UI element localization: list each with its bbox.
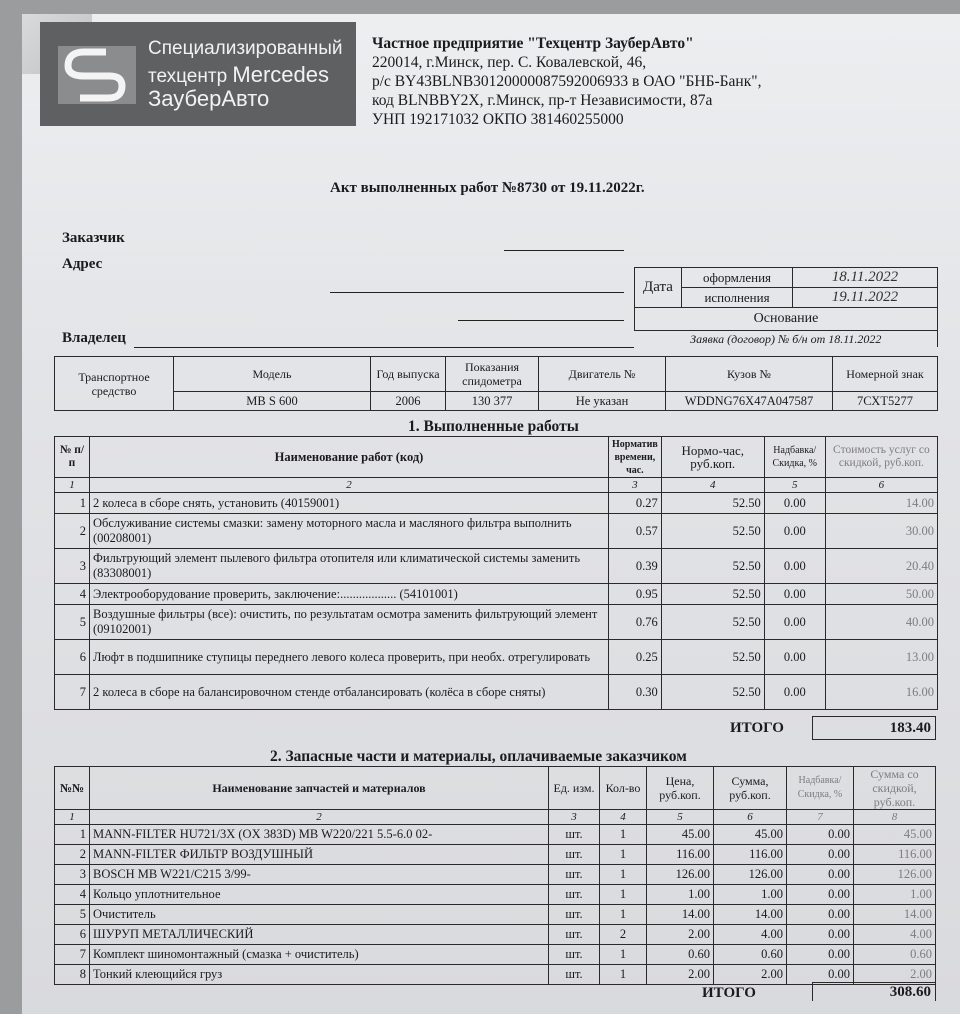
owner-label: Владелец (62, 330, 126, 346)
date-label: Дата (635, 268, 682, 308)
works-row-name: Обслуживание системы смазки: замену моторного масла и масляного фильтра выполнить (00208001) (90, 514, 609, 549)
issued-value: 18.11.2022 (793, 268, 938, 288)
works-row-name: Электрооборудование проверить, заключение:.................. (54101001) (90, 584, 609, 605)
parts-row-name: BOSCH MB W221/C215 3/99- (90, 865, 549, 885)
works-row-time: 0.95 (609, 584, 662, 605)
parts-row-sum: 116.00 (714, 845, 787, 865)
parts-index-cell: 5 (647, 810, 714, 825)
parts-row-qty: 1 (600, 965, 647, 985)
parts-header-row (55, 767, 936, 810)
works-row-cost: 50.00 (825, 584, 937, 605)
basis-label: Основание (635, 308, 938, 331)
parts-row-unit: шт. (549, 885, 600, 905)
order-ref: Заявка (договор) № б/н от 18.11.2022 (635, 331, 938, 348)
works-row-cost: 20.40 (825, 549, 937, 584)
parts-row-number: 1 (55, 825, 90, 845)
parts-row-price: 1.00 (647, 885, 714, 905)
vehicle-value-row (55, 392, 938, 411)
parts-row (55, 905, 936, 925)
works-row-number: 6 (55, 640, 90, 675)
works-row-discount: 0.00 (764, 549, 825, 584)
works-header-cell: Норматив времени, час. (609, 437, 662, 478)
vehicle-vin: WDDNG76X47A047587 (666, 392, 833, 411)
parts-row (55, 885, 936, 905)
parts-row-name: Очиститель (90, 905, 549, 925)
customer-label: Заказчик (62, 230, 125, 246)
parts-row-discount: 0.00 (787, 885, 854, 905)
parts-row (55, 945, 936, 965)
works-header-cell: Наименование работ (код) (90, 437, 609, 478)
works-row-time: 0.30 (609, 675, 662, 710)
parts-row-number: 5 (55, 905, 90, 925)
works-row-number: 1 (55, 493, 90, 514)
parts-row-name: Тонкий клеющийся груз (90, 965, 549, 985)
parts-row-name: Комплект шиномонтажный (смазка + очиститель) (90, 945, 549, 965)
document-title: Акт выполненных работ №8730 от 19.11.2022г. (330, 180, 645, 196)
works-row-cost: 14.00 (825, 493, 937, 514)
works-row-rate: 52.50 (661, 493, 764, 514)
parts-row-total: 116.00 (854, 845, 936, 865)
works-row-cost: 16.00 (825, 675, 937, 710)
parts-row-sum: 1.00 (714, 885, 787, 905)
parts-row-total: 4.00 (854, 925, 936, 945)
parts-row-number: 6 (55, 925, 90, 945)
company-bank-code: код BLNBBY2X, г.Минск, пр-т Независимости, 87а (372, 92, 713, 109)
company-details (372, 34, 761, 129)
parts-row-name: MANN-FILTER ФИЛЬТР ВОЗДУШНЫЙ (90, 845, 549, 865)
done-label: исполнения (682, 288, 793, 308)
parts-row-unit: шт. (549, 965, 600, 985)
works-row-name: 2 колеса в сборе снять, установить (40159001) (90, 493, 609, 514)
parts-row-price: 2.00 (647, 965, 714, 985)
works-row-cost: 13.00 (825, 640, 937, 675)
works-index-cell: 1 (55, 478, 90, 493)
parts-row-name: Кольцо уплотнительное (90, 885, 549, 905)
works-row (55, 605, 938, 640)
works-row-discount: 0.00 (764, 514, 825, 549)
works-row-discount: 0.00 (764, 640, 825, 675)
works-row-cost: 30.00 (825, 514, 937, 549)
parts-row-price: 45.00 (647, 825, 714, 845)
parts-header-cell: Кол-во (600, 767, 647, 810)
parts-row-number: 3 (55, 865, 90, 885)
parts-header-cell: Надбавка/ Скидка, % (787, 767, 854, 810)
parts-index-cell: 1 (55, 810, 90, 825)
company-name: Частное предприятие "Техцентр ЗауберАвто" (372, 35, 694, 52)
vehicle-header-cell: Кузов № (666, 357, 833, 392)
works-row-discount: 0.00 (764, 605, 825, 640)
owner-line (134, 347, 634, 348)
parts-row-total: 126.00 (854, 865, 936, 885)
vehicle-header-row (55, 357, 938, 392)
parts-index-cell: 7 (787, 810, 854, 825)
parts-row-total: 1.00 (854, 885, 936, 905)
vehicle-plate: 7СХТ5277 (833, 392, 938, 411)
vehicle-model: MB S 600 (174, 392, 371, 411)
parts-index-cell: 2 (90, 810, 549, 825)
works-row (55, 493, 938, 514)
parts-index-cell: 6 (714, 810, 787, 825)
parts-row-sum: 0.60 (714, 945, 787, 965)
works-row (55, 584, 938, 605)
works-row-discount: 0.00 (764, 493, 825, 514)
address-label: Адрес (62, 256, 103, 272)
works-row-rate: 52.50 (661, 514, 764, 549)
works-row-time: 0.27 (609, 493, 662, 514)
parts-row-total: 2.00 (854, 965, 936, 985)
vehicle-header-cell: Показания спидометра (446, 357, 539, 392)
vehicle-header-cell: Номерной знак (833, 357, 938, 392)
done-value: 19.11.2022 (793, 288, 938, 308)
parts-header-cell: Сумма со скидкой, руб.коп. (854, 767, 936, 810)
parts-row-number: 7 (55, 945, 90, 965)
works-header-cell: Стоимость услуг со скидкой, руб.коп. (825, 437, 937, 478)
parts-row-unit: шт. (549, 905, 600, 925)
parts-row-sum: 2.00 (714, 965, 787, 985)
works-row-discount: 0.00 (764, 584, 825, 605)
parts-row (55, 925, 936, 945)
vehicle-year: 2006 (371, 392, 446, 411)
parts-header-cell: Цена, руб.коп. (647, 767, 714, 810)
logo-line-1: Специализированный (148, 38, 343, 59)
parts-row-price: 116.00 (647, 845, 714, 865)
parts-row (55, 965, 936, 985)
works-total-value: 183.40 (812, 716, 936, 740)
parts-row (55, 825, 936, 845)
works-row-time: 0.25 (609, 640, 662, 675)
parts-header-cell: №№ (55, 767, 90, 810)
vehicle-header-cell: Транспортное средство (55, 357, 174, 411)
company-unp: УНП 192171032 ОКПО 381460255000 (372, 111, 624, 128)
works-row-time: 0.39 (609, 549, 662, 584)
works-row-name: 2 колеса в сборе на балансировочном стенде отбалансировать (колёса в сборе сняты) (90, 675, 609, 710)
works-header-cell: Надбавка/ Скидка, % (764, 437, 825, 478)
parts-row-price: 0.60 (647, 945, 714, 965)
works-index-cell: 6 (825, 478, 937, 493)
parts-row-qty: 1 (600, 845, 647, 865)
parts-section-title: 2. Запасные части и материалы, оплачиваемые заказчиком (270, 748, 687, 765)
parts-row-sum: 126.00 (714, 865, 787, 885)
parts-row-price: 14.00 (647, 905, 714, 925)
vehicle-engine: Не указан (539, 392, 666, 411)
parts-row-discount: 0.00 (787, 965, 854, 985)
works-row-number: 7 (55, 675, 90, 710)
issued-label: оформления (682, 268, 793, 288)
parts-row-sum: 4.00 (714, 925, 787, 945)
works-row (55, 640, 938, 675)
parts-row-discount: 0.00 (787, 845, 854, 865)
parts-row-discount: 0.00 (787, 865, 854, 885)
parts-row-discount: 0.00 (787, 945, 854, 965)
parts-table (54, 766, 936, 985)
logo-line-3: ЗауберАвто (148, 86, 270, 111)
works-row (55, 549, 938, 584)
parts-row-unit: шт. (549, 865, 600, 885)
parts-row-unit: шт. (549, 825, 600, 845)
works-row-name: Люфт в подшипнике ступицы переднего левого колеса проверить, при необх. отрегулировать (90, 640, 609, 675)
parts-row (55, 845, 936, 865)
works-row-number: 4 (55, 584, 90, 605)
works-index-cell: 2 (90, 478, 609, 493)
works-index-cell: 4 (661, 478, 764, 493)
logo-line-2-prefix: техцентр (148, 66, 228, 87)
vehicle-odometer: 130 377 (446, 392, 539, 411)
parts-row-total: 14.00 (854, 905, 936, 925)
parts-index-cell: 3 (549, 810, 600, 825)
parts-row-discount: 0.00 (787, 905, 854, 925)
works-row-rate: 52.50 (661, 605, 764, 640)
company-logo (40, 22, 356, 126)
customer-line (504, 250, 624, 251)
parts-row-discount: 0.00 (787, 825, 854, 845)
parts-row-total: 0.60 (854, 945, 936, 965)
parts-row-unit: шт. (549, 945, 600, 965)
parts-row-unit: шт. (549, 925, 600, 945)
works-row-rate: 52.50 (661, 675, 764, 710)
vehicle-header-cell: Модель (174, 357, 371, 392)
parts-row-sum: 14.00 (714, 905, 787, 925)
works-row-rate: 52.50 (661, 549, 764, 584)
parts-index-cell: 8 (854, 810, 936, 825)
parts-row-number: 4 (55, 885, 90, 905)
parts-row-number: 8 (55, 965, 90, 985)
parts-header-cell: Сумма, руб.коп. (714, 767, 787, 810)
works-table (54, 436, 938, 710)
works-row-discount: 0.00 (764, 675, 825, 710)
parts-header-cell: Наименование запчастей и материалов (90, 767, 549, 810)
works-row-rate: 52.50 (661, 640, 764, 675)
works-row-number: 5 (55, 605, 90, 640)
logo-line-2 (148, 62, 329, 88)
parts-index-row (55, 810, 936, 825)
logo-mark-icon (58, 46, 136, 104)
parts-index-cell: 4 (600, 810, 647, 825)
works-header-row (55, 437, 938, 478)
works-section-title: 1. Выполненные работы (408, 418, 579, 435)
vehicle-header-cell: Год выпуска (371, 357, 446, 392)
parts-row-qty: 2 (600, 925, 647, 945)
works-row-time: 0.76 (609, 605, 662, 640)
works-row-rate: 52.50 (661, 584, 764, 605)
works-index-cell: 5 (764, 478, 825, 493)
vehicle-table (54, 356, 938, 411)
parts-row-qty: 1 (600, 945, 647, 965)
works-row-number: 2 (55, 514, 90, 549)
works-row-cost: 40.00 (825, 605, 937, 640)
works-header-cell: Нормо-час, руб.коп. (661, 437, 764, 478)
parts-row-qty: 1 (600, 825, 647, 845)
logo-brand: Mercedes (232, 62, 330, 87)
vehicle-header-cell: Двигатель № (539, 357, 666, 392)
parts-row-price: 126.00 (647, 865, 714, 885)
company-account: р/с BY43BLNB30120000087592006933 в ОАО "БНБ-Банк", (372, 73, 762, 90)
works-row (55, 514, 938, 549)
parts-row-sum: 45.00 (714, 825, 787, 845)
address-line-2 (458, 320, 624, 321)
works-index-cell: 3 (609, 478, 662, 493)
parts-row-name: ШУРУП МЕТАЛЛИЧЕСКИЙ (90, 925, 549, 945)
parts-row-qty: 1 (600, 905, 647, 925)
dates-table (634, 267, 938, 347)
parts-row-name: MANN-FILTER HU721/3X (OX 383D) MB W220/221 5.5-6.0 02- (90, 825, 549, 845)
works-row-name: Воздушные фильтры (все): очистить, по результатам осмотра заменить фильтрующий элемент (09102001) (90, 605, 609, 640)
parts-row-qty: 1 (600, 885, 647, 905)
works-header-cell: № п/п (55, 437, 90, 478)
works-row (55, 675, 938, 710)
company-address: 220014, г.Минск, пер. С. Ковалевской, 46, (372, 54, 647, 71)
works-row-name: Фильтрующий элемент пылевого фильтра отопителя или климатической системы заменить (83308001) (90, 549, 609, 584)
parts-total-value: 308.60 (812, 982, 936, 1001)
address-line-1 (330, 292, 624, 293)
works-row-time: 0.57 (609, 514, 662, 549)
parts-row-total: 45.00 (854, 825, 936, 845)
parts-total-label: ИТОГО (702, 985, 756, 1001)
parts-row-unit: шт. (549, 845, 600, 865)
parts-row-number: 2 (55, 845, 90, 865)
parts-row-qty: 1 (600, 865, 647, 885)
parts-row-price: 2.00 (647, 925, 714, 945)
works-row-number: 3 (55, 549, 90, 584)
parts-header-cell: Ед. изм. (549, 767, 600, 810)
parts-row (55, 865, 936, 885)
works-index-row (55, 478, 938, 493)
parts-row-discount: 0.00 (787, 925, 854, 945)
works-total-label: ИТОГО (730, 720, 784, 736)
